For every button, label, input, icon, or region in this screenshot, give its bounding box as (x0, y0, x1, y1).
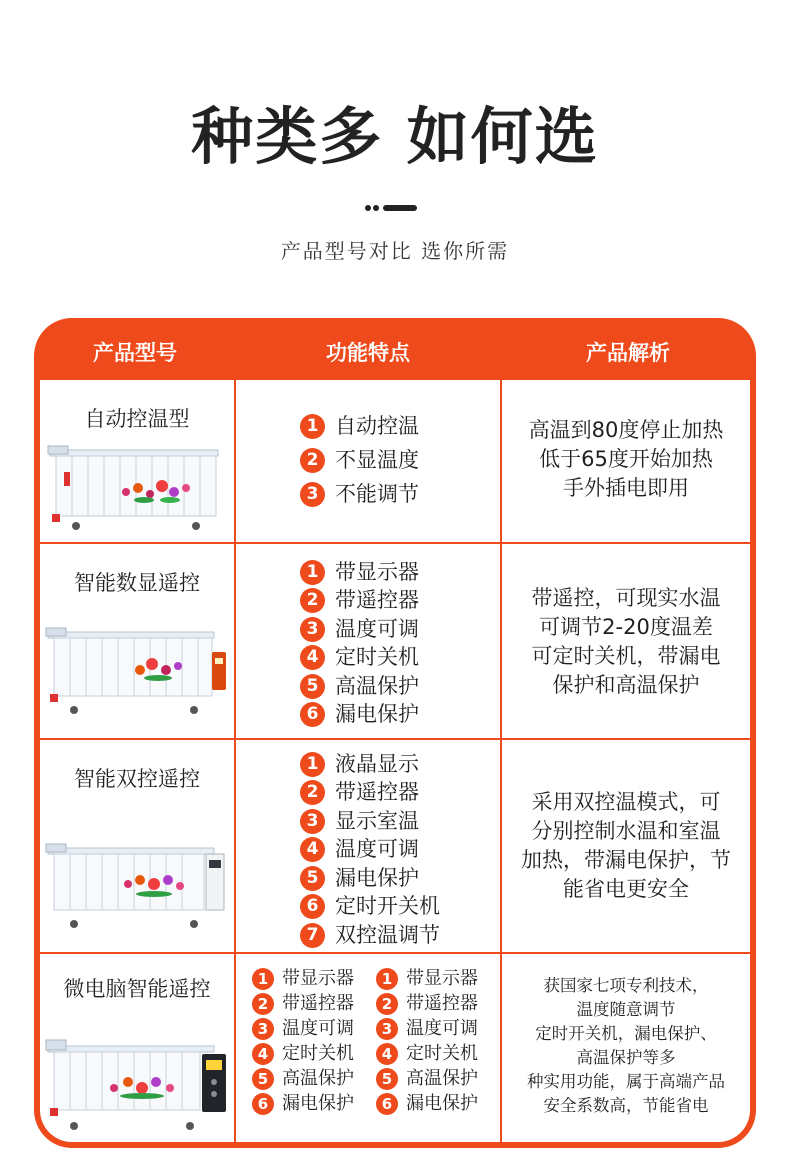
table-row-4-description-cell (502, 954, 750, 1142)
description-line: 种实用功能，属于高端产品 (527, 1072, 725, 1091)
radiator-image (44, 624, 230, 720)
feature-item (300, 643, 419, 671)
feature-item (252, 1091, 354, 1116)
feature-item (376, 1041, 478, 1066)
feature-item (252, 991, 354, 1016)
feature-label: 双控温调节 (335, 923, 440, 947)
feature-item (376, 1066, 478, 1091)
column-header-features: 功能特点 (326, 341, 410, 365)
description-line: 能省电更安全 (563, 877, 689, 901)
radiator-image (46, 442, 228, 534)
number-badge: 4 (252, 1043, 274, 1065)
description-line: 可定时关机，带漏电 (531, 644, 721, 668)
description-line: 温度随意调节 (576, 1000, 676, 1019)
feature-item (252, 1066, 354, 1091)
number-badge: 2 (376, 993, 398, 1015)
description-line: 低于65度开始加热 (539, 447, 713, 471)
page-subtitle: 产品型号对比 选你所需 (280, 239, 510, 263)
feature-label: 漏电保护 (282, 1093, 354, 1114)
divider-dot (373, 205, 379, 211)
feature-label: 漏电保护 (335, 702, 419, 726)
number-badge: 4 (300, 837, 325, 862)
feature-label: 显示室温 (335, 809, 419, 833)
number-badge: 3 (300, 617, 325, 642)
divider-bar (383, 205, 417, 211)
feature-label: 定时开关机 (335, 894, 440, 918)
number-badge: 5 (252, 1068, 274, 1090)
model-name: 微电脑智能遥控 (63, 977, 211, 1001)
title-divider (365, 204, 425, 212)
description-line: 手外插电即用 (563, 476, 689, 500)
number-badge: 1 (300, 560, 325, 585)
number-badge: 1 (300, 752, 325, 777)
feature-label: 不能调节 (335, 482, 419, 506)
feature-item (300, 835, 419, 863)
feature-item (300, 921, 440, 949)
number-badge: 5 (300, 866, 325, 891)
feature-item (300, 412, 419, 440)
description-line: 可调节2-20度温差 (539, 615, 713, 639)
divider-dot (365, 205, 371, 211)
number-badge: 4 (300, 645, 325, 670)
table-body (40, 380, 750, 1142)
feature-label: 高温保护 (335, 674, 419, 698)
table-row-4-model-cell (40, 954, 234, 1142)
number-badge: 2 (300, 780, 325, 805)
feature-label: 高温保护 (282, 1068, 354, 1089)
number-badge: 2 (300, 588, 325, 613)
table-row-2-model-cell (40, 544, 234, 738)
description-line: 获国家七项专利技术， (543, 976, 709, 995)
feature-item (376, 1016, 478, 1041)
feature-label: 温度可调 (335, 617, 419, 641)
column-header-model: 产品型号 (93, 341, 177, 365)
feature-item (300, 558, 419, 586)
feature-item (300, 700, 419, 728)
number-badge: 3 (300, 482, 325, 507)
number-badge: 4 (376, 1043, 398, 1065)
feature-label: 漏电保护 (335, 866, 419, 890)
description-line: 高温到80度停止加热 (528, 418, 724, 442)
table-row-3-features-cell (236, 740, 500, 952)
feature-label: 定时关机 (335, 645, 419, 669)
feature-label: 不显温度 (335, 448, 419, 472)
feature-label: 温度可调 (282, 1018, 354, 1039)
feature-item (376, 966, 478, 991)
table-row-1-features-cell (236, 380, 500, 542)
model-name: 智能双控遥控 (74, 767, 200, 791)
number-badge: 3 (376, 1018, 398, 1040)
feature-label: 带遥控器 (406, 993, 478, 1014)
feature-item (300, 778, 419, 806)
description-line: 分别控制水温和室温 (531, 819, 721, 843)
feature-item (376, 1091, 478, 1116)
feature-item (252, 966, 354, 991)
description-line: 安全系数高，节能省电 (543, 1096, 709, 1115)
feature-item (252, 1016, 354, 1041)
feature-label: 自动控温 (335, 414, 419, 438)
feature-item (300, 892, 440, 920)
table-row-3-model-cell (40, 740, 234, 952)
number-badge: 6 (300, 894, 325, 919)
table-row-1-description-cell (502, 380, 750, 542)
number-badge: 3 (300, 809, 325, 834)
radiator-image (44, 1038, 230, 1136)
page-title: 种类多 如何选 (191, 100, 599, 173)
description-line: 采用双控温模式，可 (531, 790, 721, 814)
number-badge: 1 (252, 968, 274, 990)
feature-item (300, 750, 419, 778)
number-badge: 6 (252, 1093, 274, 1115)
description-line: 高温保护等多 (576, 1048, 676, 1067)
number-badge: 6 (300, 702, 325, 727)
feature-item (300, 864, 419, 892)
feature-label: 液晶显示 (335, 752, 419, 776)
feature-label: 定时关机 (282, 1043, 354, 1064)
feature-item (300, 807, 419, 835)
feature-item (252, 1041, 354, 1066)
feature-label: 温度可调 (335, 837, 419, 861)
table-row-2-features-cell (236, 544, 500, 738)
number-badge: 2 (300, 448, 325, 473)
feature-item (300, 480, 419, 508)
number-badge: 1 (376, 968, 398, 990)
feature-label: 高温保护 (406, 1068, 478, 1089)
feature-label: 定时关机 (406, 1043, 478, 1064)
feature-label: 温度可调 (406, 1018, 478, 1039)
feature-label: 漏电保护 (406, 1093, 478, 1114)
feature-item (300, 672, 419, 700)
number-badge: 7 (300, 923, 325, 948)
table-row-3-description-cell (502, 740, 750, 952)
feature-label: 带遥控器 (335, 588, 419, 612)
comparison-table (34, 318, 756, 1148)
number-badge: 1 (300, 414, 325, 439)
column-header-analysis: 产品解析 (586, 341, 670, 365)
table-row-2-description-cell (502, 544, 750, 738)
feature-label: 带显示器 (282, 968, 354, 989)
description-line: 保护和高温保护 (552, 673, 700, 697)
number-badge: 5 (300, 674, 325, 699)
description-line: 带遥控，可现实水温 (531, 586, 721, 610)
radiator-image (44, 840, 230, 936)
table-header (34, 318, 756, 380)
number-badge: 2 (252, 993, 274, 1015)
feature-label: 带遥控器 (282, 993, 354, 1014)
feature-item (300, 615, 419, 643)
feature-item (300, 446, 419, 474)
number-badge: 3 (252, 1018, 274, 1040)
feature-item (376, 991, 478, 1016)
feature-item (300, 586, 419, 614)
description-line: 加热，带漏电保护，节 (521, 848, 731, 872)
table-row-4-features-cell (236, 954, 500, 1142)
feature-label: 带显示器 (335, 560, 419, 584)
table-row-1-model-cell (40, 380, 234, 542)
number-badge: 5 (376, 1068, 398, 1090)
feature-label: 带遥控器 (335, 780, 419, 804)
number-badge: 6 (376, 1093, 398, 1115)
model-name: 自动控温型 (84, 407, 190, 431)
description-line: 定时开关机，漏电保护、 (535, 1024, 717, 1043)
model-name: 智能数显遥控 (74, 571, 200, 595)
feature-label: 带显示器 (406, 968, 478, 989)
